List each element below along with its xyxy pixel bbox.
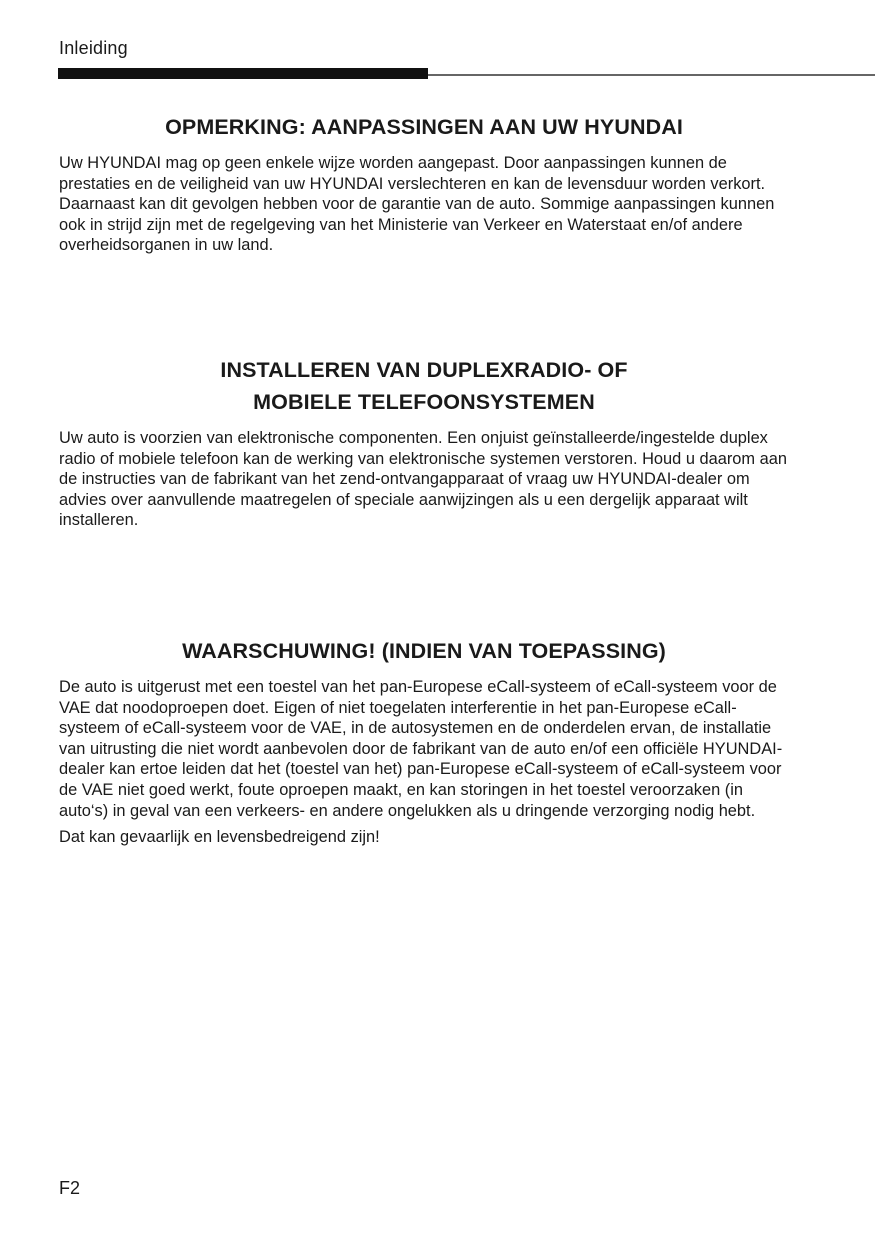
section-radio-installation [59,354,789,537]
section-paragraph: De auto is uitgerust met een toestel van het pan-Europese eCall-systeem of eCall-systeem voor de VAE dat noodoproepen doet. Eigen of niet toegelaten interferentie in het pan-Europese eCall-systeem of eCall-systeem voor de VAE, in de autosystemen en de onderdelen ervan, de installatie van uitrusting die niet wordt aanbevolen door de fabrikant van de auto en/of een officiële HYUNDAI-dealer kan ertoe leiden dat het (toestel van het) pan-Europese eCall-systeem of eCall-systeem voor de VAE niet goed werkt, foute oproepen maakt, en kan storingen in het toestel veroorzaken (in auto‘s) in geval van een verkeers- en andere ongelukken als u dringende verzorging nodig hebt. [59,678,783,820]
section-title [59,635,789,667]
section-title-line: OPMERKING: AANPASSINGEN AAN UW HYUNDAI [165,115,683,139]
section-ecall-warning [59,635,789,854]
section-paragraph: Uw HYUNDAI mag op geen enkele wijze worden aangepast. Door aanpassingen kunnen de prestaties en de veiligheid van uw HYUNDAI verslechteren en kan de levensduur worden verkort. Daarnaast kan dit gevolgen hebben voor de garantie van de auto. Sommige aanpassingen kunnen ook in strijd zijn met de regelgeving van het Ministerie van Verkeer en Waterstaat en/of andere overheidsorganen in uw land. [59,154,775,255]
section-paragraph: Uw auto is voorzien van elektronische componenten. Een onjuist geïnstalleerde/ingestelde duplex radio of mobiele telefoon kan de werking van elektronische systemen verstoren. Houd u daarom aan de instructies van de fabrikant van het zend-ontvangapparaat of vraag uw HYUNDAI-dealer om advies over aanvullende maatregelen of speciale aanwijzingen als u een dergelijk apparaat wilt installeren. [59,429,787,530]
header-rule-thick [58,68,428,79]
section-label: Inleiding [59,38,128,58]
section-title-line: MOBIELE TELEFOONSYSTEMEN [253,390,595,414]
section-modifications-notice [59,111,789,262]
section-paragraph: Dat kan gevaarlijk en levensbedreigend zijn! [59,828,380,847]
section-title-line: WAARSCHUWING! (INDIEN VAN TOEPASSING) [182,639,666,663]
section-title [59,354,789,418]
header-rule-thin [428,74,875,76]
page-number: F2 [59,1178,81,1198]
section-title-line: INSTALLEREN VAN DUPLEXRADIO- OF [220,358,628,382]
section-title [59,111,789,143]
